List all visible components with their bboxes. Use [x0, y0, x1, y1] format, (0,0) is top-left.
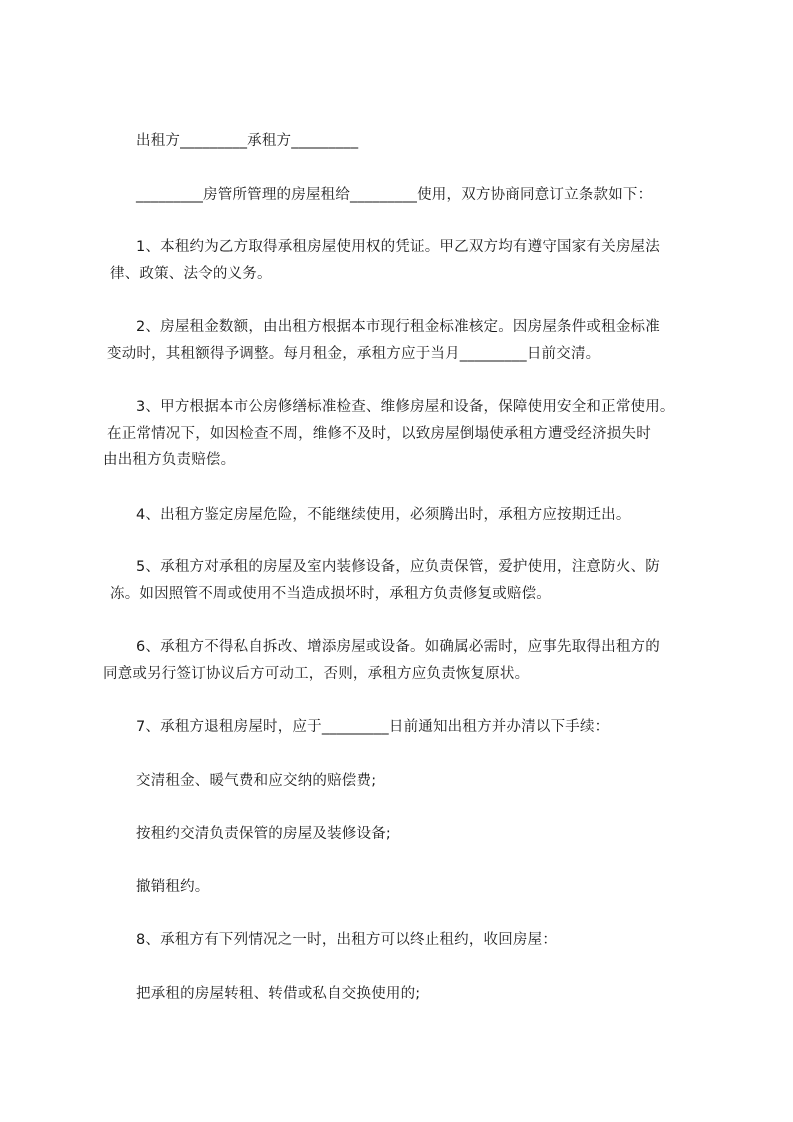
clause-6-line-1: 6、承租方不得私自拆改、增添房屋或设备。如确属必需时，应事先取得出租方的	[136, 639, 660, 655]
clause-3-line-3: 由出租方负责赔偿。	[103, 452, 236, 468]
clause-1-line-1: 1、本租约为乙方取得承租房屋使用权的凭证。甲乙双方均有遵守国家有关房屋法	[136, 239, 660, 255]
clause-8-item-1: 把承租的房屋转租、转借或私自交换使用的;	[136, 986, 421, 1002]
clause-4-line: 4、出租方鉴定房屋危险，不能继续使用，必须腾出时，承租方应按期迁出。	[136, 507, 631, 523]
clause-5-line-1: 5、承租方对承租的房屋及室内装修设备，应负责保管，爱护使用，注意防火、防	[136, 559, 660, 575]
clause-2-line-1: 2、房屋租金数额，由出租方根据本市现行租金标准核定。因房屋条件或租金标准	[136, 319, 660, 335]
clause-6-line-2: 同意或另行签订协议后方可动工，否则，承租方应负责恢复原状。	[103, 666, 530, 682]
clause-7-item-2: 按租约交清负责保管的房屋及装修设备;	[136, 826, 391, 842]
clause-5-line-2: 冻。如因照管不周或使用不当造成损坏时，承租方负责修复或赔偿。	[110, 586, 551, 602]
clause-3-line-1: 3、甲方根据本市公房修缮标准检查、维修房屋和设备，保障使用安全和正常使用。	[136, 399, 675, 415]
clause-8-line: 8、承租方有下列情况之一时，出租方可以终止租约，收回房屋：	[136, 932, 558, 948]
clause-7-line: 7、承租方退租房屋时，应于_________日前通知出租方并办清以下手续：	[136, 719, 610, 735]
clause-2-line-2: 变动时，其租额得予调整。每月租金，承租方应于当月_________日前交清。	[107, 346, 601, 362]
clause-7-item-3: 撤销租约。	[136, 879, 210, 895]
clause-3-line-2: 在正常情况下，如因检查不周，维修不及时，以致房屋倒塌使承租方遭受经济损失时	[107, 426, 651, 442]
intro-line: _________房管所管理的房屋租给_________使用，双方协商同意订立条款如下：	[136, 187, 653, 203]
parties-line: 出租方_________承租方_________	[136, 133, 359, 149]
clause-1-line-2: 律、政策、法令的义务。	[110, 266, 272, 282]
clause-7-item-1: 交清租金、暖气费和应交纳的赔偿费;	[136, 773, 377, 789]
